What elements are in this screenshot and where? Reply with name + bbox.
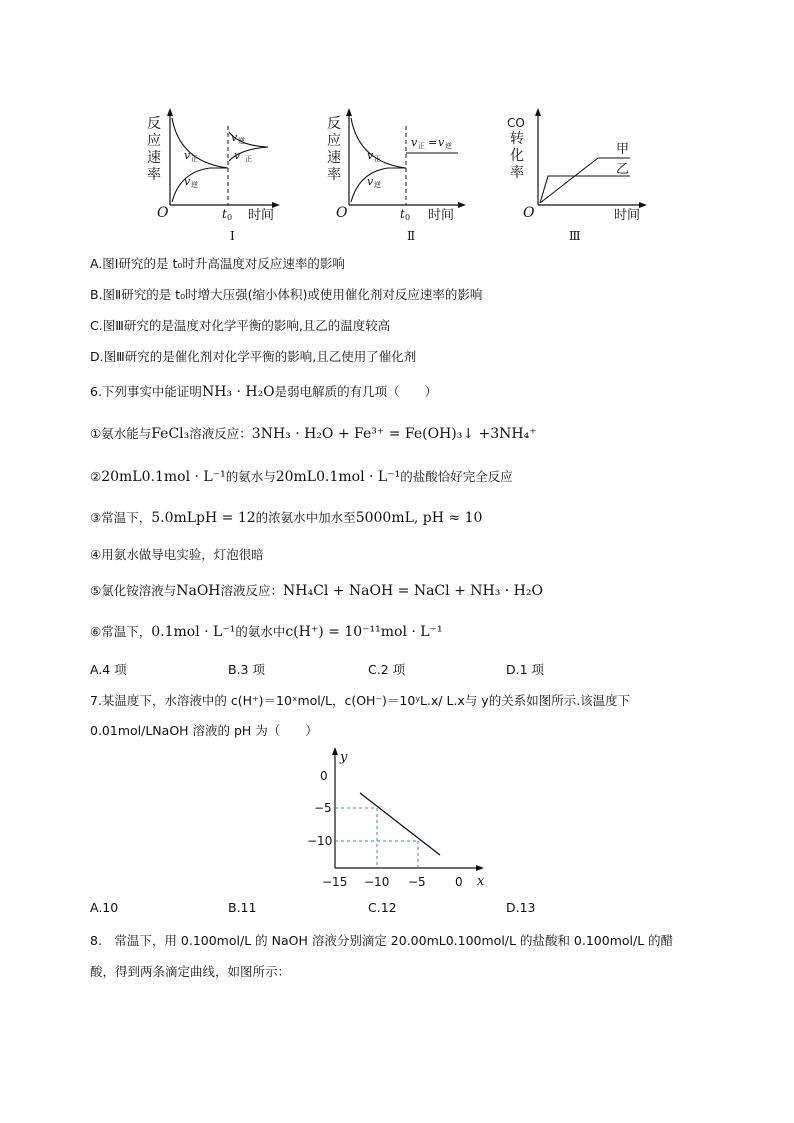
g4-ytick-minus10: −10 — [307, 834, 333, 848]
g4-xtick-0: 0 — [455, 875, 463, 889]
q6-stem — [90, 383, 437, 401]
q6-i5-naoh: NaOH — [176, 583, 221, 599]
g4-axis-y-label: y — [340, 750, 348, 765]
q6-i3-result: 5000mL, pH ≈ 10 — [355, 510, 483, 526]
q8-stem-line-1: 8. 常温下，用 0.100mol/L 的 NaOH 溶液分别滴定 20.00mL0.100mol/L 的盐酸和 0.100mol/L 的醋 — [90, 933, 674, 948]
q6-i6-conc: 0.1mol · L⁻¹ — [151, 624, 236, 640]
q6-item-4: ④用氨水做导电实验，灯泡很暗 — [90, 547, 264, 562]
g3-ylabel-3: 化 — [510, 148, 524, 164]
g1-v-reverse-after: v — [231, 131, 238, 144]
q6-option-d: D.1 项 — [506, 662, 545, 677]
q6-stem-text: 6.下列事实中能证明 — [90, 384, 202, 399]
q6-i2-conc-2: 20mL0.1mol · L⁻¹ — [275, 469, 401, 485]
q6-i5-text: ⑤氯化铵溶液与 — [90, 583, 177, 598]
q6-option-c: C.2 项 — [368, 662, 406, 677]
g1-v-forward-after: v — [234, 149, 241, 162]
g3-ylabel-4: 率 — [510, 165, 524, 181]
g2-eq-sign: = — [428, 136, 438, 149]
g3-caption: Ⅲ — [569, 229, 581, 243]
q6-item-6 — [90, 623, 443, 641]
g2-v-reverse: v — [367, 175, 374, 188]
g1-v-forward: v — [184, 149, 191, 162]
q6-option-a: A.4 项 — [90, 662, 127, 677]
g2-t0-sub: 0 — [405, 213, 411, 222]
g2-ylabel-3: 速 — [327, 150, 341, 166]
q6-i3-text: ③常温下， — [90, 510, 152, 525]
q6-i1-salt: FeCl₃ — [151, 426, 190, 442]
q6-i6-h-conc: c(H⁺) = 10⁻¹¹mol · L⁻¹ — [285, 624, 443, 640]
g2-sub-right: 逆 — [445, 142, 452, 150]
g4-xtick-minus5: −5 — [408, 875, 426, 889]
q6-i5-equation: NH₄Cl + NaOH = NaCl + NH₃ · H₂O — [283, 583, 543, 599]
q6-i1-text2: 溶液反应： — [189, 426, 252, 441]
q7-xy-graph — [0, 745, 794, 895]
g2-ylabel-1: 反 — [327, 116, 341, 132]
q6-item-1 — [90, 425, 537, 443]
g1-ylabel-2: 应 — [147, 133, 161, 149]
g1-xlabel: 时间 — [248, 208, 275, 223]
q5-option-b: B.图Ⅱ研究的是 t₀时增大压强(缩小体积)或使用催化剂对反应速率的影响 — [90, 287, 483, 302]
g2-v-right: v — [438, 136, 445, 149]
q6-i5-text-2: 溶液反应： — [220, 583, 284, 598]
q7-stem-line-2: 0.01mol/LNaOH 溶液的 pH 为（ ） — [90, 723, 318, 738]
g4-axis-x-label: x — [477, 874, 485, 889]
q6-i6-text: ⑥常温下， — [90, 624, 152, 639]
g2-origin: O — [336, 205, 348, 221]
q6-option-b: B.3 项 — [228, 662, 265, 677]
q7-option-a: A.10 — [90, 900, 119, 915]
g3-ylabel-2: 转 — [510, 131, 524, 147]
g2-v-forward: v — [367, 149, 374, 162]
q6-i3-text-2: 的浓氨水中加水至 — [255, 510, 356, 525]
g1-origin: O — [157, 205, 169, 221]
g2-xlabel: 时间 — [428, 208, 455, 223]
g2-v-left: v — [411, 136, 418, 149]
g1-sub-forward: 正 — [191, 155, 198, 163]
g4-xtick-minus15: −15 — [322, 875, 348, 889]
graph-1 — [147, 112, 276, 243]
g4-xtick-minus10: −10 — [364, 875, 390, 889]
g3-xlabel: 时间 — [614, 208, 641, 223]
g2-sub-left: 正 — [418, 142, 425, 150]
g1-t0: t — [222, 207, 227, 221]
graph-3 — [507, 112, 643, 243]
g3-series-yi-line — [540, 176, 630, 203]
q8-stem-line-2: 酸，得到两条滴定曲线，如图所示： — [90, 964, 291, 979]
g1-t0-sub: 0 — [227, 213, 233, 222]
g1-ylabel-1: 反 — [147, 116, 161, 132]
g2-t0: t — [400, 207, 405, 221]
g2-sub-reverse: 逆 — [374, 181, 381, 189]
g3-label-yi: 乙 — [616, 162, 630, 177]
g2-caption: Ⅱ — [407, 229, 416, 243]
q5-option-c: C.图Ⅲ研究的是温度对化学平衡的影响,且乙的温度较高 — [90, 318, 391, 333]
g1-sub-forward-after: 正 — [245, 155, 252, 163]
q7-option-b: B.11 — [228, 900, 257, 915]
g1-sub-reverse: 逆 — [191, 181, 198, 189]
q5-option-a: A.图Ⅰ研究的是 t₀时升高温度对反应速率的影响 — [90, 256, 345, 271]
q6-item-5 — [90, 582, 543, 600]
g2-ylabel-2: 应 — [327, 133, 341, 149]
g4-ytick-0: 0 — [320, 769, 328, 783]
q6-i3-vol: 5.0mLpH = 12 — [151, 510, 256, 526]
g2-sub-forward: 正 — [374, 155, 381, 163]
g1-ylabel-3: 速 — [147, 150, 161, 166]
q7-option-c: C.12 — [368, 900, 397, 915]
q6-item-2 — [90, 468, 513, 486]
q6-item-3 — [90, 509, 482, 527]
g3-label-jia: 甲 — [616, 142, 630, 157]
q6-i2-conc-1: 20mL0.1mol · L⁻¹ — [101, 469, 226, 485]
q7-stem-line-1: 7.某温度下，水溶液中的 c(H⁺)＝10ˣmol/L，c(OH⁻)＝10ʸL.x/ L.x与 y的关系如图所示.该温度下 — [90, 693, 631, 708]
g1-sub-reverse-after: 逆 — [238, 137, 245, 145]
g2-ylabel-4: 率 — [327, 167, 341, 183]
g3-ylabel-1: CO — [507, 116, 525, 130]
q6-i1-text: ①氨水能与 — [90, 426, 152, 441]
q6-i2-num: ② — [90, 469, 102, 484]
rate-graphs-figure — [0, 0, 794, 245]
g4-xy-line — [360, 793, 440, 855]
q6-i2-text-2: 的盐酸恰好完全反应 — [400, 469, 513, 484]
g1-ylabel-4: 率 — [147, 167, 161, 183]
q6-i1-equation: 3NH₃ · H₂O + Fe³⁺ = Fe(OH)₃↓ +3NH₄⁺ — [251, 426, 537, 442]
q6-stem-formula: NH₃ · H₂O — [201, 384, 275, 400]
g1-forward-curve — [172, 118, 228, 168]
g1-caption: Ⅰ — [230, 229, 235, 243]
q6-stem-text-2: 是弱电解质的有几项（ ） — [274, 384, 438, 399]
g4-ytick-minus5: −5 — [314, 801, 332, 815]
q5-option-d: D.图Ⅲ研究的是催化剂对化学平衡的影响,且乙使用了催化剂 — [90, 349, 417, 364]
q7-option-d: D.13 — [506, 900, 536, 915]
q6-i6-text-2: 的氨水中 — [235, 624, 286, 639]
g1-v-reverse: v — [184, 175, 191, 188]
q6-i2-text: 的氨水与 — [225, 469, 276, 484]
graph-2 — [327, 112, 462, 243]
g3-origin: O — [523, 205, 535, 221]
